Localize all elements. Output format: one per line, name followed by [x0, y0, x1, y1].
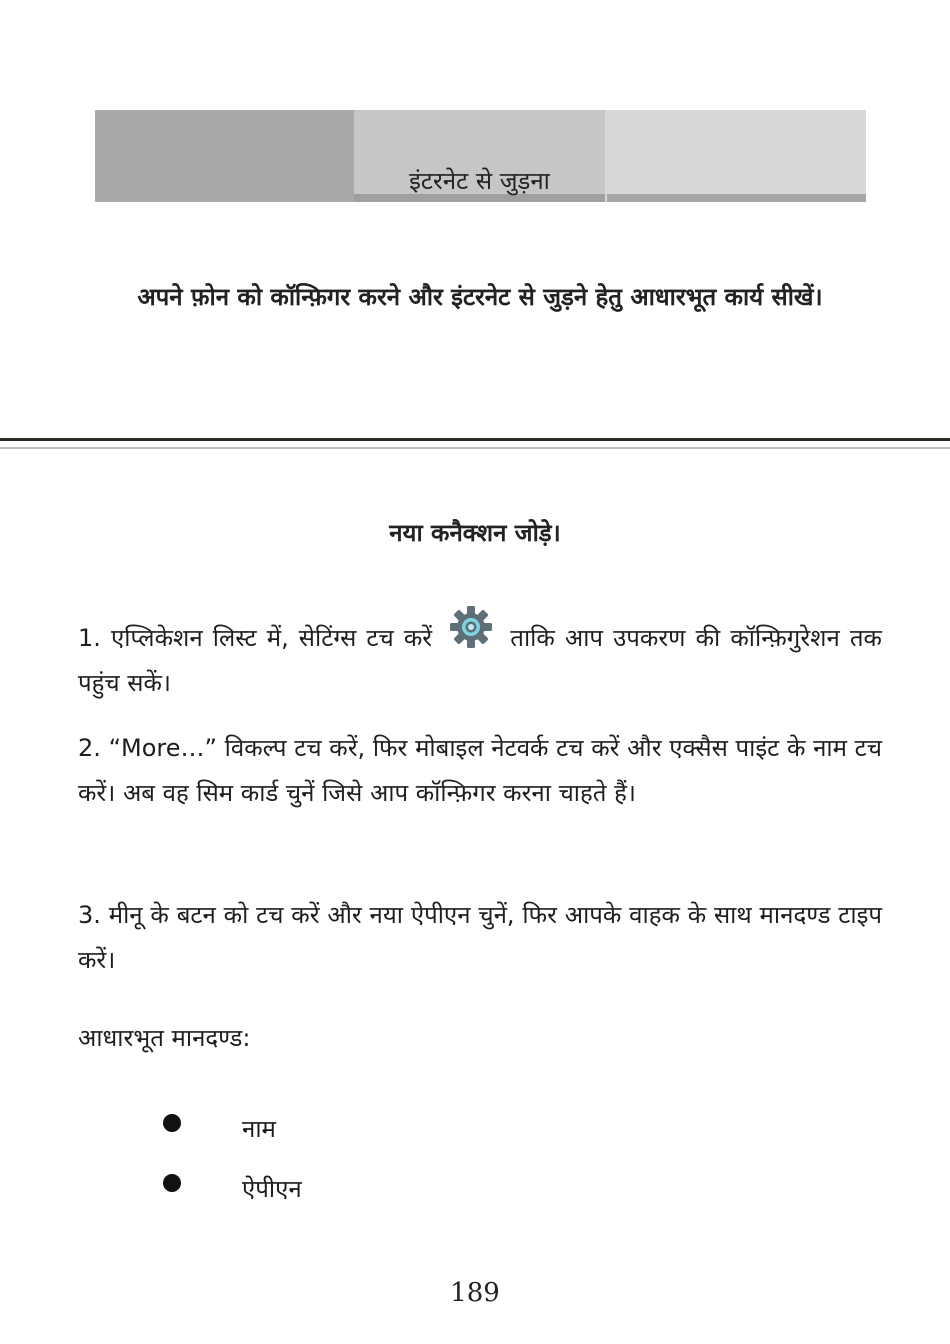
param-apn: ऐपीएन: [242, 1175, 302, 1203]
page-number: 189: [450, 1278, 500, 1308]
step-3: 3. मीनू के बटन को टच करें और नया ऐपीएन चुनें, फिर आपके वाहक के साथ मानदण्ड टाइप करें।: [78, 901, 882, 974]
divider-dark: [0, 438, 950, 441]
step-2: 2. “More…” विकल्प टच करें, फिर मोबाइल नेटवर्क टच करें और एक्सैस पाइंट के नाम टच करें। अब वह सिम कार्ड चुनें जिसे आप कॉन्फ़िगर करना चाहते हैं।: [78, 734, 882, 807]
basic-params-label: आधारभूत मानदण्ड:: [78, 1024, 251, 1052]
bullet-dot: [163, 1114, 181, 1132]
bullet-dot: [163, 1174, 181, 1192]
banner-underline-right: [607, 194, 866, 202]
step-1-text-before: 1. एप्लिकेशन लिस्ट में, सेटिंग्स टच करें: [78, 624, 433, 652]
chapter-banner: [95, 110, 866, 202]
step-1: [78, 604, 882, 706]
step-1-text-after: ताकि आप उपकरण की कॉन्फ़िगुरेशन तक पहुंच सकें।: [78, 624, 882, 697]
section-heading: नया कनैक्शन जोड़े।: [389, 519, 561, 547]
chapter-subtitle: अपने फ़ोन को कॉन्फ़िगर करने और इंटरनेट से जुड़ने हेतु आधारभूत कार्य सीखें।: [137, 283, 823, 311]
chapter-title: इंटरनेट से जुड़ना: [409, 167, 550, 195]
banner-segment-right: [605, 110, 866, 202]
banner-segment-left: [95, 110, 354, 202]
settings-gear-icon: [448, 604, 494, 650]
param-name: नाम: [242, 1115, 276, 1143]
divider-light: [0, 447, 950, 449]
